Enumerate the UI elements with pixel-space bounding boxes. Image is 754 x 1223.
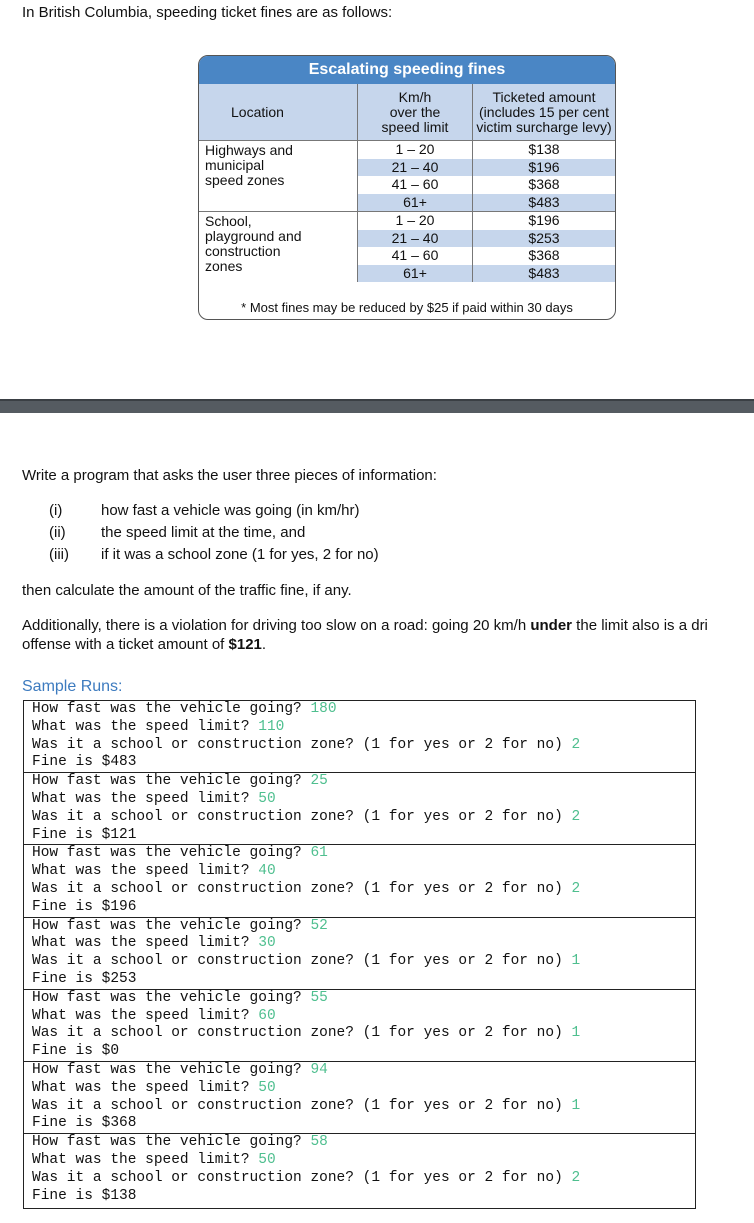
console-input: 50	[258, 1079, 276, 1096]
console-line	[32, 719, 695, 737]
sample-runs-box	[23, 700, 696, 1209]
console-input: 2	[571, 808, 581, 825]
sample-run	[24, 701, 695, 773]
additional-bold: $121	[228, 636, 262, 653]
console-prompt: How fast was the vehicle going?	[32, 917, 311, 934]
additional-text: the limit also is a dri	[572, 617, 708, 634]
console-prompt: Was it a school or construction zone? (1 for yes or 2 for no)	[32, 953, 572, 970]
console-output: Fine is $121	[32, 826, 137, 843]
console-prompt: What was the speed limit?	[32, 1007, 259, 1024]
range-cell: 1 – 20	[358, 141, 473, 159]
console-line	[32, 899, 695, 917]
amount-cell: $196	[473, 159, 616, 177]
console-line	[32, 1098, 695, 1116]
additional-line-1	[22, 617, 708, 634]
console-prompt: Was it a school or construction zone? (1 for yes or 2 for no)	[32, 1169, 572, 1186]
console-line	[32, 1025, 695, 1043]
fines-table	[199, 84, 615, 282]
console-input: 58	[310, 1134, 328, 1151]
console-input: 50	[258, 1151, 276, 1168]
console-prompt: What was the speed limit?	[32, 1151, 259, 1168]
console-line	[32, 773, 695, 791]
console-line	[32, 1115, 695, 1133]
console-input: 50	[258, 790, 276, 807]
console-input: 2	[571, 880, 581, 897]
console-line	[32, 737, 695, 755]
list-item-text: the speed limit at the time, and	[101, 524, 306, 541]
console-output: Fine is $253	[32, 970, 137, 987]
console-input: 94	[310, 1061, 328, 1078]
location-line: Highways and	[205, 142, 293, 158]
header-kmh-line: Km/h	[398, 88, 432, 105]
console-line	[32, 1170, 695, 1188]
console-line	[32, 863, 695, 881]
additional-bold: under	[530, 617, 573, 634]
console-output: Fine is $0	[32, 1043, 120, 1060]
table-row	[199, 212, 615, 230]
console-input: 30	[258, 935, 276, 952]
console-prompt: Was it a school or construction zone? (1 for yes or 2 for no)	[32, 1025, 572, 1042]
console-input: 180	[310, 701, 337, 717]
console-input: 61	[310, 845, 328, 862]
divider-highlight	[0, 399, 754, 401]
console-output: Fine is $138	[32, 1187, 137, 1204]
list-item-text: if it was a school zone (1 for yes, 2 for no)	[101, 546, 379, 563]
console-line	[32, 1062, 695, 1080]
console-output: Fine is $483	[32, 754, 137, 771]
range-cell: 61+	[358, 194, 473, 212]
console-input: 52	[310, 917, 328, 934]
console-input: 40	[258, 863, 276, 880]
console-prompt: Was it a school or construction zone? (1 for yes or 2 for no)	[32, 808, 572, 825]
header-amount	[473, 84, 616, 141]
amount-cell: $196	[473, 212, 616, 230]
console-line	[32, 1008, 695, 1026]
range-cell: 21 – 40	[358, 159, 473, 177]
sample-run	[24, 990, 695, 1062]
range-cell: 61+	[358, 265, 473, 283]
console-line	[32, 754, 695, 772]
console-prompt: Was it a school or construction zone? (1 for yes or 2 for no)	[32, 1097, 572, 1114]
console-output: Fine is $196	[32, 898, 137, 915]
additional-line-2	[22, 636, 266, 653]
console-line	[32, 1152, 695, 1170]
console-input: 25	[310, 773, 328, 790]
header-kmh-line: over the	[389, 103, 441, 120]
header-amount-line: Ticketed amount	[492, 88, 596, 105]
intro-text: In British Columbia, speeding ticket fines are as follows:	[22, 4, 393, 21]
console-prompt: How fast was the vehicle going?	[32, 701, 311, 717]
range-cell: 1 – 20	[358, 212, 473, 230]
header-location: Location	[199, 84, 358, 141]
additional-text: .	[261, 636, 267, 653]
console-input: 1	[571, 953, 581, 970]
list-item	[49, 502, 359, 519]
amount-cell: $138	[528, 141, 560, 157]
console-input: 110	[258, 718, 285, 735]
sample-run	[24, 773, 695, 845]
console-prompt: Was it a school or construction zone? (1 for yes or 2 for no)	[32, 736, 572, 753]
console-prompt: How fast was the vehicle going?	[32, 989, 311, 1006]
sample-runs-label: Sample Runs:	[22, 678, 123, 695]
amount-cell: $483	[473, 194, 616, 212]
console-prompt: What was the speed limit?	[32, 718, 259, 735]
problem-after: then calculate the amount of the traffic fine, if any.	[22, 582, 352, 599]
additional-text: offense with a ticket amount of	[22, 636, 229, 653]
fines-table-card	[198, 55, 616, 320]
sample-run	[24, 1062, 695, 1134]
header-amount-line: (includes 15 per cent	[479, 103, 609, 120]
list-item	[49, 546, 379, 563]
console-line	[32, 971, 695, 989]
console-line	[32, 1188, 695, 1206]
list-item	[49, 524, 305, 541]
location-line: playground and	[205, 228, 302, 244]
sample-run	[24, 845, 695, 917]
header-amount-line: victim surcharge levy)	[476, 118, 612, 135]
console-input: 60	[258, 1007, 276, 1024]
table-row	[199, 141, 615, 159]
console-line	[32, 845, 695, 863]
console-line	[32, 1134, 695, 1152]
header-kmh-line: speed limit	[381, 118, 449, 135]
console-input: 1	[571, 1025, 581, 1042]
location-highways	[199, 141, 358, 212]
console-prompt: What was the speed limit?	[32, 790, 259, 807]
console-line	[32, 1043, 695, 1061]
location-line: zones	[205, 258, 243, 274]
range-cell: 41 – 60	[358, 176, 473, 194]
console-line	[32, 827, 695, 845]
location-line: School,	[205, 213, 252, 229]
console-prompt: What was the speed limit?	[32, 863, 259, 880]
fines-table-title: Escalating speeding fines	[199, 56, 615, 84]
console-input: 1	[571, 1097, 581, 1114]
console-input: 2	[571, 1169, 581, 1186]
console-prompt: How fast was the vehicle going?	[32, 1061, 311, 1078]
console-prompt: How fast was the vehicle going?	[32, 773, 311, 790]
console-line	[32, 791, 695, 809]
location-line: construction	[205, 243, 281, 259]
location-line: speed zones	[205, 172, 285, 188]
console-line	[32, 881, 695, 899]
problem-lead: Write a program that asks the user three pieces of information:	[22, 467, 437, 484]
section-divider	[0, 399, 754, 413]
console-line	[32, 953, 695, 971]
location-line: municipal	[205, 157, 265, 173]
list-item-text: how fast a vehicle was going (in km/hr)	[101, 502, 360, 519]
fines-table-note: * Most fines may be reduced by $25 if paid within 30 days	[241, 300, 573, 315]
console-input: 55	[310, 989, 328, 1006]
location-school	[199, 212, 358, 283]
additional-text: Additionally, there is a violation for driving too slow on a road: going 20 km/h	[22, 617, 531, 634]
list-item-number: (i)	[49, 502, 63, 519]
console-line	[32, 990, 695, 1008]
amount-cell: $368	[528, 176, 560, 192]
console-output: Fine is $368	[32, 1115, 137, 1132]
console-input: 2	[571, 736, 581, 753]
console-prompt: What was the speed limit?	[32, 935, 259, 952]
sample-run	[24, 1134, 695, 1205]
range-cell: 21 – 40	[358, 230, 473, 248]
console-line	[32, 935, 695, 953]
range-cell: 41 – 60	[358, 247, 473, 265]
list-item-number: (iii)	[49, 546, 69, 563]
header-kmh	[358, 84, 473, 141]
fines-table-header-row	[199, 84, 615, 141]
console-line	[32, 918, 695, 936]
amount-cell: $368	[528, 247, 560, 263]
console-prompt: How fast was the vehicle going?	[32, 845, 311, 862]
console-line	[32, 701, 695, 719]
console-line	[32, 809, 695, 827]
console-prompt: Was it a school or construction zone? (1 for yes or 2 for no)	[32, 880, 572, 897]
sample-run	[24, 918, 695, 990]
amount-cell: $253	[473, 230, 616, 248]
console-prompt: What was the speed limit?	[32, 1079, 259, 1096]
console-line	[32, 1080, 695, 1098]
amount-cell: $483	[473, 265, 616, 283]
list-item-number: (ii)	[49, 524, 66, 541]
console-prompt: How fast was the vehicle going?	[32, 1134, 311, 1151]
